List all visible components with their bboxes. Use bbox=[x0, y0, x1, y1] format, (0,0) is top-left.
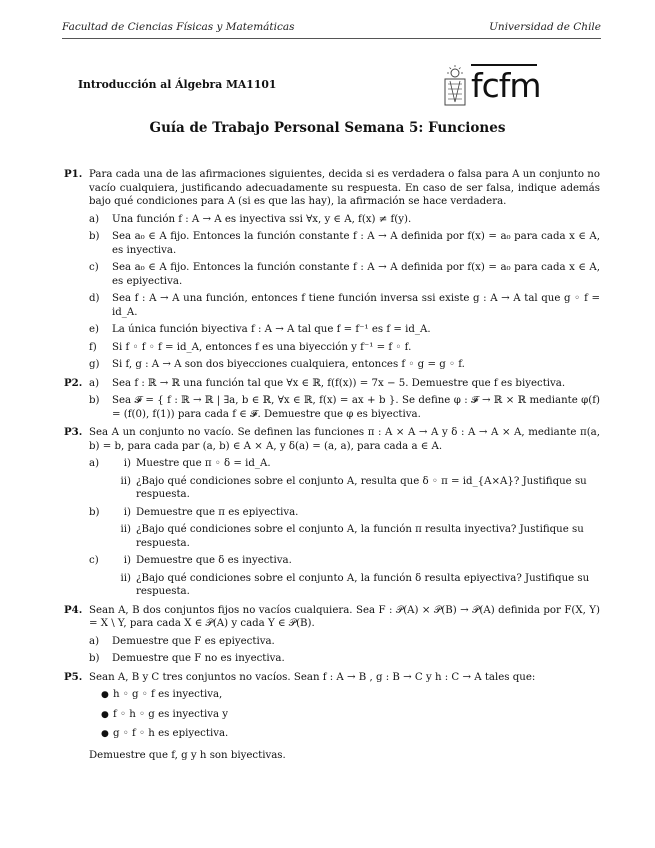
sub-item bbox=[89, 523, 600, 550]
list-item bbox=[89, 377, 600, 391]
item-text: h ◦ g ◦ f es inyectiva, bbox=[113, 689, 223, 700]
bullet-item bbox=[89, 688, 600, 702]
sub-item bbox=[89, 475, 600, 502]
header-university: Universidad de Chile bbox=[489, 21, 601, 33]
item-label: b) bbox=[89, 653, 100, 664]
item-text: Demuestre que π es epiyectiva. bbox=[136, 506, 299, 518]
item-label: d) bbox=[89, 293, 100, 304]
logo-text: fcfm bbox=[471, 66, 541, 105]
item-label: b) bbox=[89, 231, 100, 242]
item-label: a) bbox=[89, 213, 100, 225]
item-text: Sea f : A → A una función, entonces f tiene función inversa ssi existe g : A → A tal que g ◦ f = id_A. bbox=[112, 293, 600, 318]
item-label: f) bbox=[89, 341, 97, 353]
item-text: g ◦ f ◦ h es epiyectiva. bbox=[113, 728, 229, 739]
sub-label: ii) bbox=[120, 572, 131, 584]
problem-label: P2. bbox=[64, 376, 83, 389]
problem-statement: Sea A un conjunto no vacío. Se definen las funciones π : A × A → A y δ : A → A × A, mediante π(a, b) = b, para cada par (a, b) ∈ A × A, y δ(a) = (a, a), para cada a ∈ A. bbox=[89, 427, 600, 452]
item-label: b) bbox=[89, 506, 100, 518]
item-text: ¿Bajo qué condiciones sobre el conjunto A, la función δ resulta epiyectiva? Justifique su respuesta. bbox=[136, 572, 590, 597]
bullet-icon: ● bbox=[101, 709, 109, 720]
course-name: Introducción al Álgebra MA1101 bbox=[78, 78, 277, 91]
item-text: Si f, g : A → A son dos biyecciones cualquiera, entonces f ◦ g = g ◦ f. bbox=[112, 359, 465, 370]
sub-item bbox=[89, 554, 600, 568]
item-label: a) bbox=[89, 377, 100, 389]
problem-p2 bbox=[64, 377, 600, 422]
list-item bbox=[89, 358, 600, 372]
item-text: Sea a₀ ∈ A fijo. Entonces la función constante f : A → A definida por f(x) = a₀ para cada x ∈ A, es inyectiva. bbox=[112, 231, 600, 256]
problem-label: P4. bbox=[64, 603, 83, 616]
sub-item bbox=[89, 457, 600, 471]
list-item bbox=[89, 635, 600, 649]
page-title: Guía de Trabajo Personal Semana 5: Funciones bbox=[149, 120, 506, 136]
item-text: Demuestre que δ es inyectiva. bbox=[136, 555, 292, 566]
bullet-icon: ● bbox=[101, 690, 109, 700]
item-text: ¿Bajo qué condiciones sobre el conjunto A, resulta que δ ◦ π = id_{A×A}? Justifique su respuesta. bbox=[136, 475, 587, 500]
list-item bbox=[89, 261, 600, 288]
item-text: Muestre que π ◦ δ = id_A. bbox=[136, 458, 271, 469]
problem-label: P1. bbox=[64, 168, 83, 180]
item-label: c) bbox=[89, 555, 99, 566]
university-seal-icon bbox=[441, 64, 469, 110]
bullet-item bbox=[89, 727, 600, 741]
list-item bbox=[89, 292, 600, 319]
problem-p4 bbox=[64, 604, 600, 666]
item-text: Una función f : A → A es inyectiva ssi ∀x, y ∈ A, f(x) ≠ f(y). bbox=[112, 213, 412, 225]
item-text: Sea a₀ ∈ A fijo. Entonces la función constante f : A → A definida por f(x) = a₀ para cada x ∈ A, es epiyectiva. bbox=[112, 262, 600, 287]
sub-label: i) bbox=[123, 555, 131, 566]
header-faculty: Facultad de Ciencias Físicas y Matemáticas bbox=[62, 21, 295, 33]
header-rule bbox=[62, 38, 601, 39]
sub-item bbox=[89, 572, 600, 599]
list-item bbox=[89, 323, 600, 337]
item-label: g) bbox=[89, 359, 100, 370]
item-label: b) bbox=[89, 395, 100, 406]
item-label: e) bbox=[89, 324, 100, 335]
item-text: La única función biyectiva f : A → A tal que f = f⁻¹ es f = id_A. bbox=[112, 324, 431, 335]
list-item bbox=[89, 341, 600, 355]
fcfm-logo bbox=[441, 62, 541, 112]
problem-p5 bbox=[64, 671, 600, 763]
sub-item bbox=[89, 506, 600, 520]
problem-statement: Para cada una de las afirmaciones siguientes, decida si es verdadera o falsa para A un conjunto no vacío cualquiera, justificando adecuadamente su respuesta. En caso de ser falsa, indique además bajo qué condiciones para A (si es que las hay), la afirmación se hace verdadera. bbox=[89, 169, 600, 207]
item-label: a) bbox=[89, 458, 100, 469]
bullet-item bbox=[89, 708, 600, 722]
item-text: Sea f : ℝ → ℝ una función tal que ∀x ∈ ℝ, f(f(x)) = 7x − 5. Demuestre que f es biyectiva. bbox=[112, 377, 566, 389]
problem-label: P5. bbox=[64, 670, 83, 683]
sub-label: ii) bbox=[120, 475, 131, 487]
item-label: c) bbox=[89, 262, 99, 273]
list-item bbox=[89, 394, 600, 421]
item-label: a) bbox=[89, 635, 100, 647]
sub-label: i) bbox=[123, 458, 131, 469]
item-text: f ◦ h ◦ g es inyectiva y bbox=[113, 708, 229, 720]
list-item bbox=[89, 652, 600, 666]
problem-list bbox=[64, 168, 600, 767]
item-text: Sea 𝓕 = { f : ℝ → ℝ | ∃a, b ∈ ℝ, ∀x ∈ ℝ, f(x) = ax + b }. Se define φ : 𝓕 → ℝ × ℝ mediante φ(f) = (f(0), f(1)) para cada f ∈ 𝓕. Demuestre que φ es biyectiva. bbox=[112, 395, 600, 420]
item-text: Demuestre que F es epiyectiva. bbox=[112, 635, 275, 647]
item-text: Si f ◦ f ◦ f = id_A, entonces f es una biyección y f⁻¹ = f ◦ f. bbox=[112, 341, 412, 353]
problem-label: P3. bbox=[64, 426, 83, 438]
sub-label: i) bbox=[123, 506, 131, 518]
sub-label: ii) bbox=[120, 524, 131, 535]
problem-p1 bbox=[64, 168, 600, 372]
item-text: Demuestre que F no es inyectiva. bbox=[112, 653, 285, 664]
closing-statement: Demuestre que f, g y h son biyectivas. bbox=[89, 749, 286, 761]
bullet-icon: ● bbox=[101, 729, 109, 739]
problem-p3 bbox=[64, 426, 600, 599]
list-item bbox=[89, 230, 600, 257]
problem-statement: Sean A, B dos conjuntos fijos no vacíos cualquiera. Sea F : 𝒫(A) × 𝒫(B) → 𝒫(A) definida por F(X, Y) = X \ Y, para cada X ∈ 𝒫(A) y cada Y ∈ 𝒫(B). bbox=[89, 604, 600, 629]
problem-statement: Sean A, B y C tres conjuntos no vacíos. Sean f : A → B , g : B → C y h : C → A tales que: bbox=[89, 671, 536, 683]
list-item bbox=[89, 213, 600, 227]
item-text: ¿Bajo qué condiciones sobre el conjunto A, la función π resulta inyectiva? Justifique su respuesta. bbox=[136, 524, 584, 549]
